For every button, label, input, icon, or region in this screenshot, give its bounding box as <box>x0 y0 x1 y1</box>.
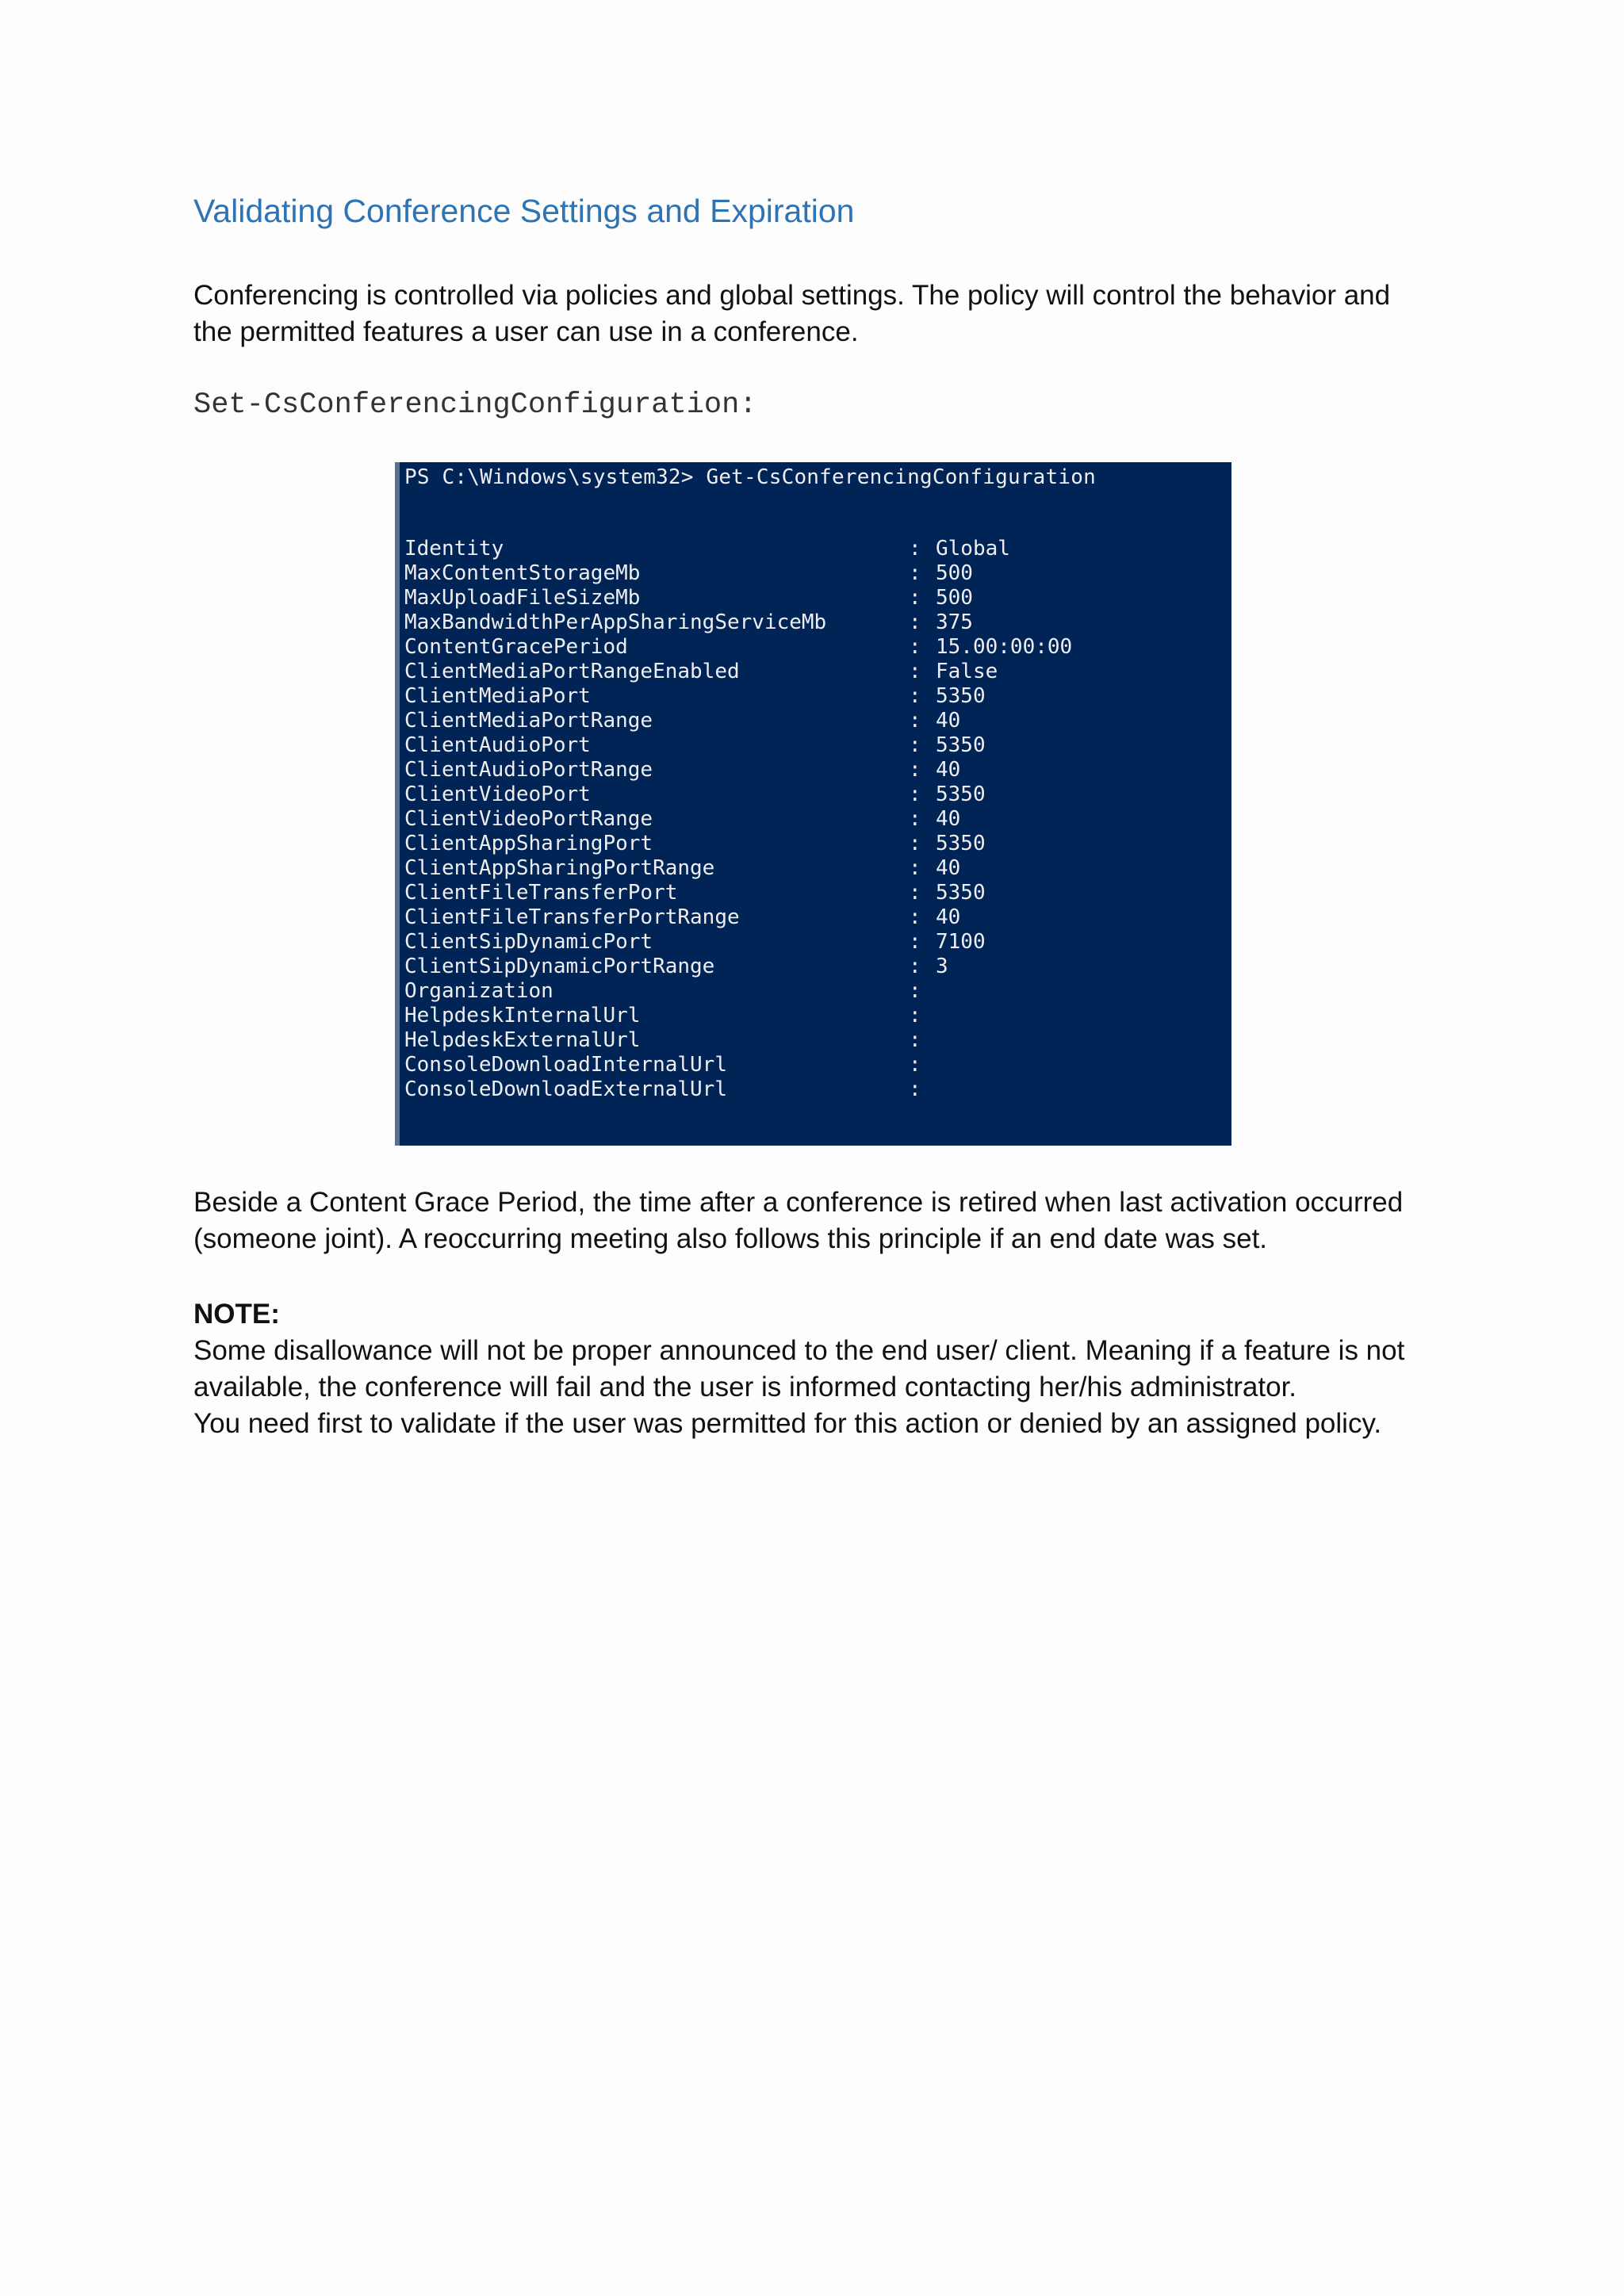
terminal-key: ClientVideoPortRange <box>404 807 653 831</box>
terminal-value: False <box>936 660 998 683</box>
terminal-separator: : <box>909 930 921 954</box>
grace-line-1: Beside a Content Grace Period, the time after a conference is retired when last activation occurred <box>193 1187 1404 1218</box>
terminal-value: 5350 <box>936 733 986 757</box>
terminal-separator: : <box>909 905 921 929</box>
terminal-value: 40 <box>936 709 961 733</box>
terminal-key: HelpdeskInternalUrl <box>404 1004 641 1027</box>
note-paragraph <box>193 1333 1446 1442</box>
terminal-key: ConsoleDownloadInternalUrl <box>404 1053 727 1077</box>
terminal-separator: : <box>909 832 921 855</box>
terminal-separator: : <box>909 561 921 585</box>
terminal-key: ClientSipDynamicPortRange <box>404 955 715 978</box>
terminal-separator: : <box>909 586 921 610</box>
terminal-key: Identity <box>404 537 504 561</box>
terminal-separator: : <box>909 537 921 561</box>
terminal-value: 40 <box>936 758 961 782</box>
terminal-value: 15.00:00:00 <box>936 635 1073 659</box>
intro-line-2: the permitted features a user can use in a conference. <box>193 316 859 347</box>
terminal-separator: : <box>909 807 921 831</box>
terminal-separator: : <box>909 660 921 683</box>
terminal-key: ClientAppSharingPort <box>404 832 653 855</box>
terminal-key: ClientMediaPort <box>404 684 591 708</box>
terminal-key: MaxContentStorageMb <box>404 561 641 585</box>
terminal-value: 5350 <box>936 684 986 708</box>
terminal-separator: : <box>909 733 921 757</box>
terminal-value: 500 <box>936 586 973 610</box>
terminal-separator: : <box>909 709 921 733</box>
terminal-key: ClientFileTransferPortRange <box>404 905 740 929</box>
terminal-separator: : <box>909 610 921 634</box>
terminal-key: MaxUploadFileSizeMb <box>404 586 641 610</box>
terminal-value: 40 <box>936 807 961 831</box>
note-line-1: Some disallowance will not be proper announced to the end user/ client. Meaning if a feature is not <box>193 1335 1405 1366</box>
terminal-key: ClientVideoPort <box>404 783 591 806</box>
note-line-3: You need first to validate if the user was permitted for this action or denied by an assigned policy. <box>193 1408 1382 1439</box>
cmdlet-name: Set-CsConferencingConfiguration: <box>193 388 757 422</box>
terminal-key: HelpdeskExternalUrl <box>404 1028 641 1052</box>
terminal-separator: : <box>909 1053 921 1077</box>
terminal-separator: : <box>909 1004 921 1027</box>
terminal-key: ClientMediaPortRangeEnabled <box>404 660 740 683</box>
terminal-key: ClientAudioPort <box>404 733 591 757</box>
grace-line-2: (someone joint). A reoccurring meeting also follows this principle if an end date was set. <box>193 1223 1268 1254</box>
terminal-value: 375 <box>936 610 973 634</box>
terminal-separator: : <box>909 979 921 1003</box>
terminal-key: ClientMediaPortRange <box>404 709 653 733</box>
terminal-separator: : <box>909 758 921 782</box>
terminal-separator: : <box>909 1077 921 1101</box>
terminal-key: ClientSipDynamicPort <box>404 930 653 954</box>
terminal-key: ClientAppSharingPortRange <box>404 856 715 880</box>
terminal-separator: : <box>909 1028 921 1052</box>
terminal-separator: : <box>909 635 921 659</box>
terminal-value: 3 <box>936 955 948 978</box>
intro-paragraph <box>193 277 1446 350</box>
terminal-value: 5350 <box>936 832 986 855</box>
terminal-separator: : <box>909 955 921 978</box>
grace-paragraph <box>193 1184 1446 1257</box>
terminal-value: 5350 <box>936 881 986 905</box>
terminal-value: 5350 <box>936 783 986 806</box>
terminal-prompt: PS C:\Windows\system32> Get-CsConferencingConfiguration <box>404 465 1096 489</box>
powershell-screenshot <box>395 462 1231 1146</box>
terminal-value: 40 <box>936 905 961 929</box>
terminal-key: ClientAudioPortRange <box>404 758 653 782</box>
terminal-key: ClientFileTransferPort <box>404 881 678 905</box>
terminal-key: MaxBandwidthPerAppSharingServiceMb <box>404 610 827 634</box>
terminal-key: ConsoleDownloadExternalUrl <box>404 1077 727 1101</box>
terminal-key: Organization <box>404 979 553 1003</box>
terminal-key: ContentGracePeriod <box>404 635 628 659</box>
terminal-value: 7100 <box>936 930 986 954</box>
note-line-2: available, the conference will fail and the user is informed contacting her/his administrator. <box>193 1372 1297 1402</box>
terminal-separator: : <box>909 856 921 880</box>
terminal-value: Global <box>936 537 1010 561</box>
terminal-separator: : <box>909 881 921 905</box>
section-heading: Validating Conference Settings and Expiration <box>193 193 855 229</box>
terminal-value: 500 <box>936 561 973 585</box>
terminal-value: 40 <box>936 856 961 880</box>
intro-line-1: Conferencing is controlled via policies and global settings. The policy will control the behavior and <box>193 280 1391 311</box>
terminal-separator: : <box>909 684 921 708</box>
note-title: NOTE: <box>193 1299 280 1330</box>
terminal-separator: : <box>909 783 921 806</box>
